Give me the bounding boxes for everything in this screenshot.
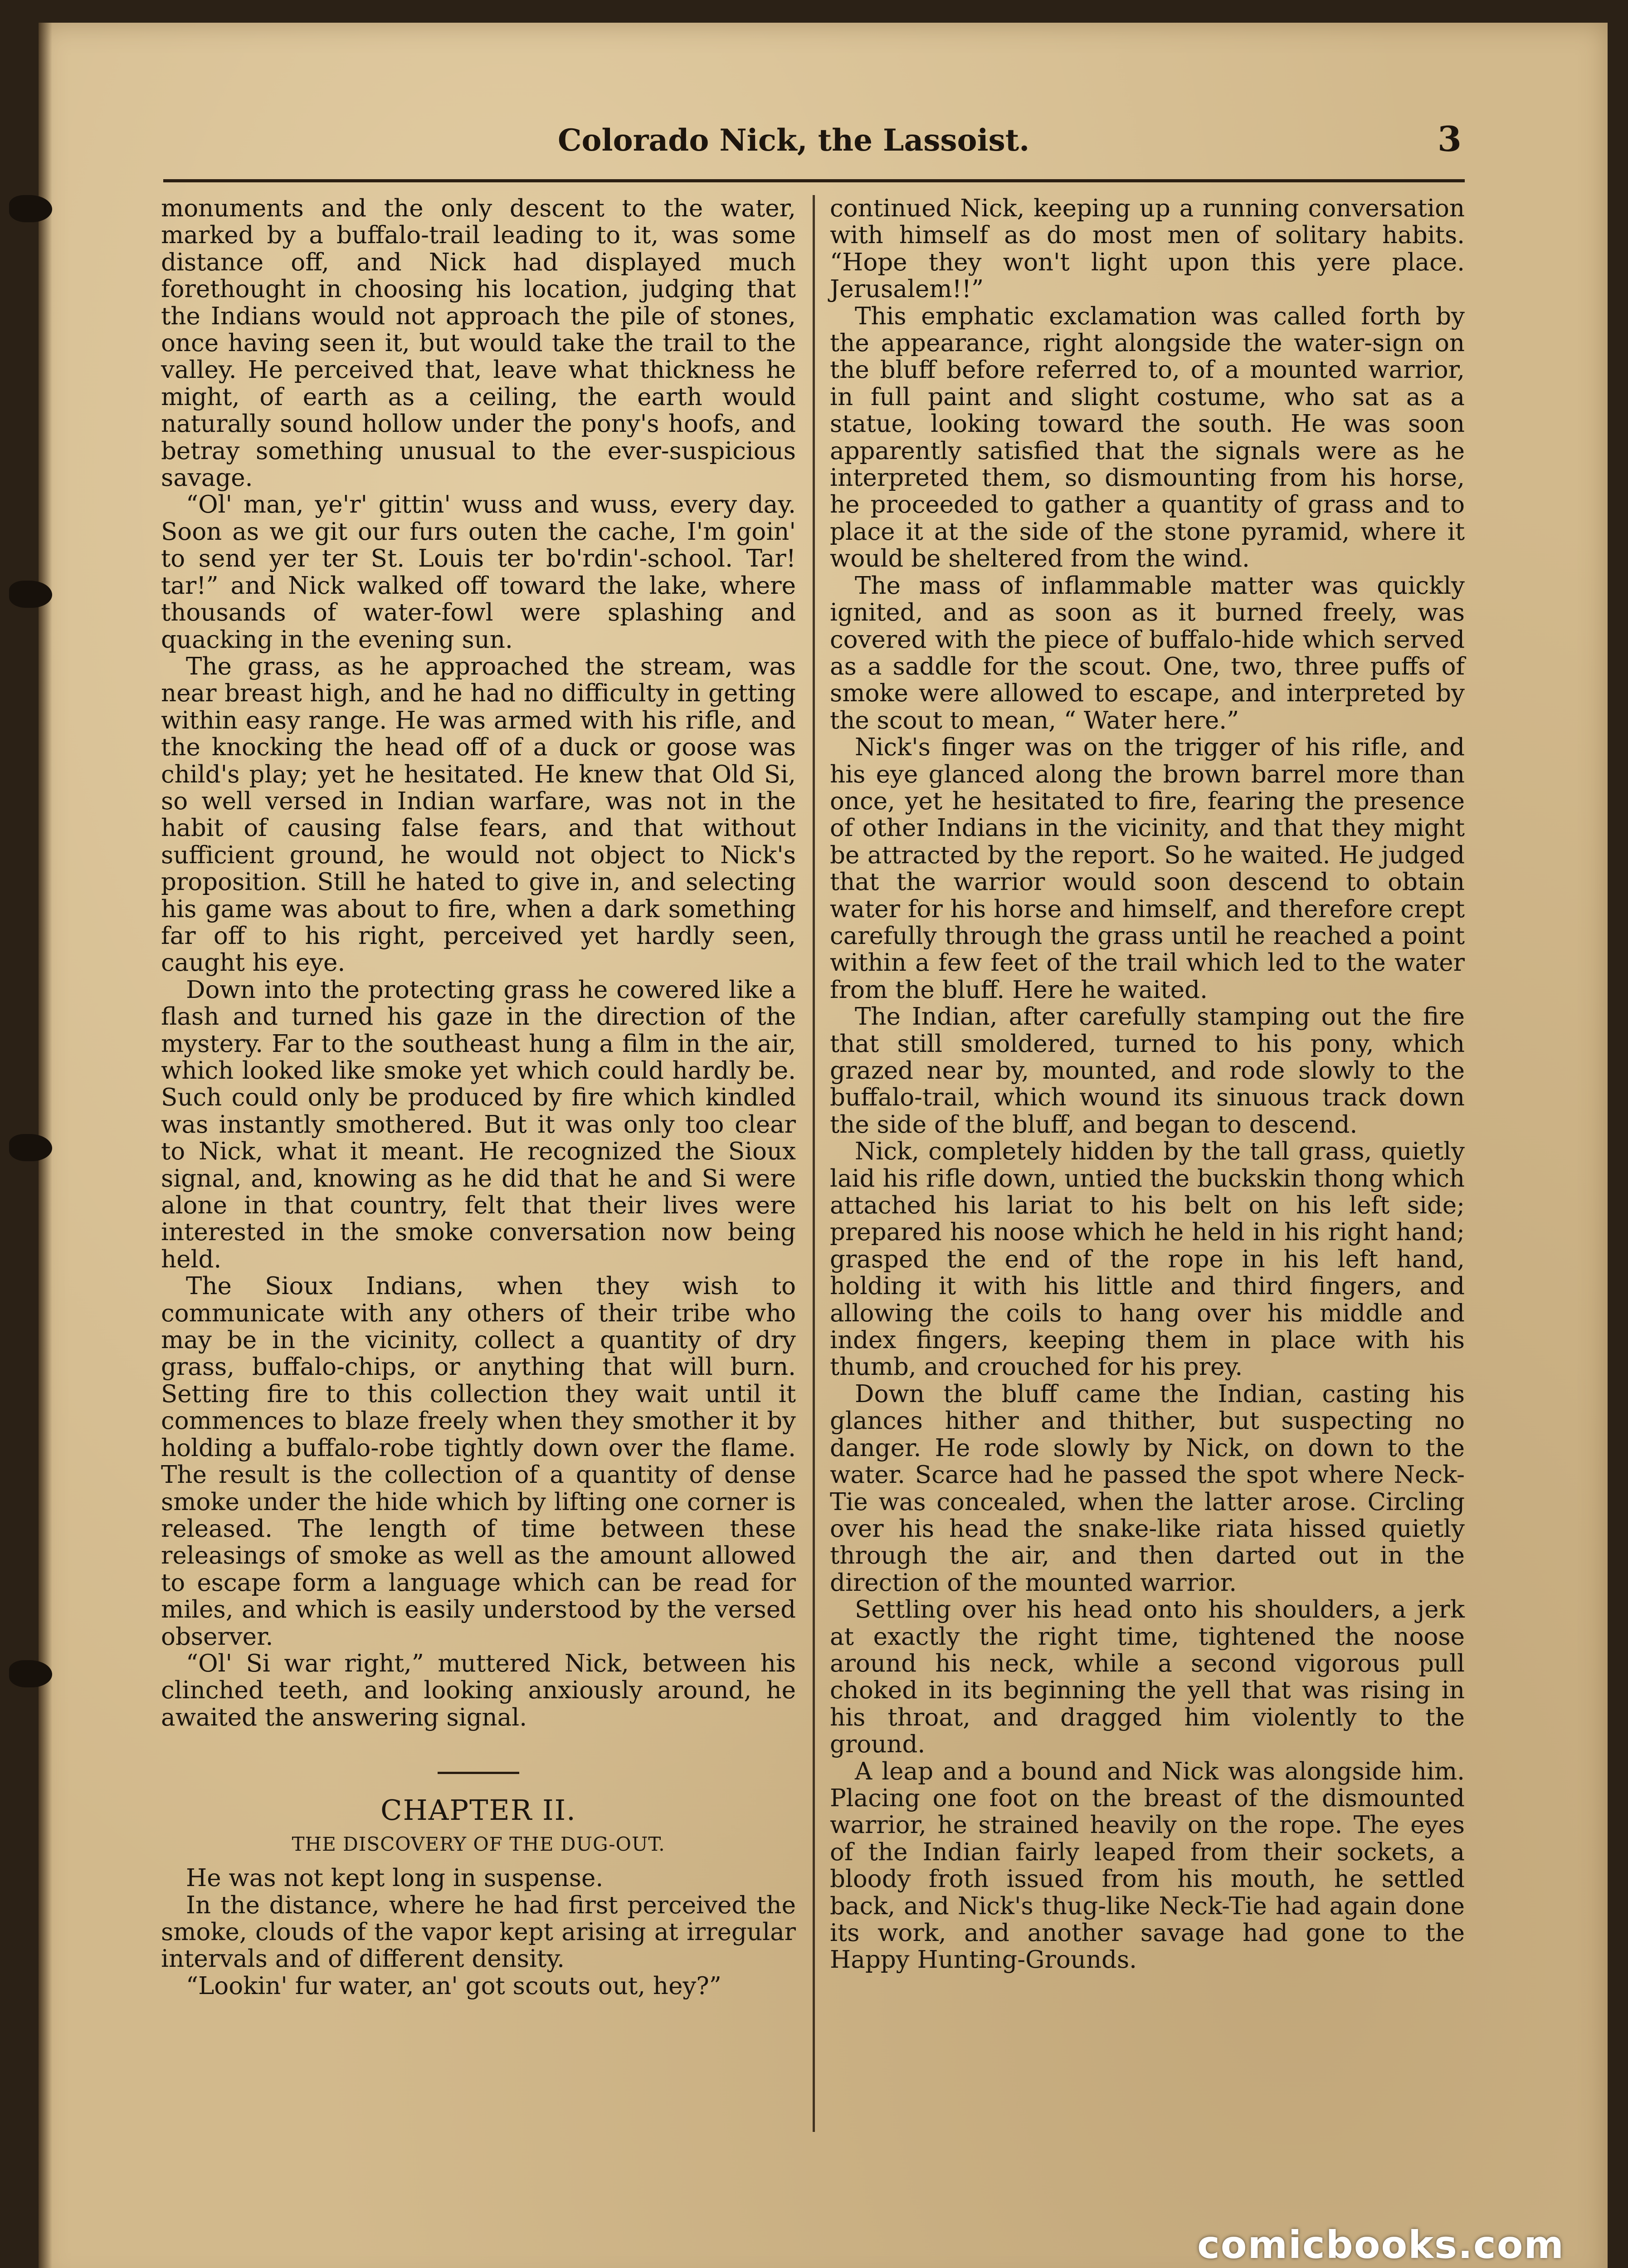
paragraph: A leap and a bound and Nick was alongside him. Placing one foot on the breast of the dismounted warrior, he strained heavily on the rope. The eyes of the Indian fairly leaped from their sockets, a bloody froth issued from his mouth, he settled back, and Nick's thug-like Neck-Tie had again done its work, and another savage had gone to the Happy Hunting-Grounds. — [830, 1757, 1465, 1974]
paragraph: Down the bluff came the Indian, casting his glances hither and thither, but suspecting no danger. He rode slowly by Nick, on down to the water. Scarce had he passed the spot where Neck-Tie was concealed, when the latter arose. Circling over his head the snake-like riata hissed quietly through the air, and then darted out in the direction of the mounted warrior. — [830, 1380, 1465, 1597]
site-watermark: comicbooks.com — [1197, 2223, 1565, 2267]
stitch-hole — [9, 1134, 52, 1161]
paragraph: He was not kept long in suspense. — [186, 1864, 604, 1892]
paragraph: Settling over his head onto his shoulders, a jerk at exactly the right time, tightened the noose around his neck, while a second vigorous pull choked in its beginning the yell that was rising in his throat, and dragged him violently to the ground. — [830, 1596, 1465, 1759]
stitch-hole — [9, 195, 52, 222]
paragraph: “Ol' Si war right,” muttered Nick, between his clinched teeth, and looking anxiously around, he awaited the answering signal. — [161, 1649, 796, 1731]
paragraph: The grass, as he approached the stream, was near breast high, and he had no difficulty in getting within easy range. He was armed with his rifle, and the knocking the head off of a duck or goose was child's play; yet he hesitated. He knew that Old Si, so well versed in Indian warfare, was not in the habit of causing false fears, and that without sufficient ground, he would not object to Nick's proposition. Still he hated to give in, and selecting his game was about to fire, when a dark something far off to his right, perceived yet hardly seen, caught his eye. — [161, 652, 796, 977]
paragraph: This emphatic exclamation was called forth by the appearance, right alongside the water-sign on the bluff before referred to, of a mounted warrior, in full paint and slight costume, who sat as a statue, looking toward the south. He was soon apparently satisfied that the signals were as he interpreted them, so dismounting from his horse, he proceeded to gather a quantity of grass and to place it at the side of the stone pyramid, where it would be sheltered from the wind. — [830, 302, 1465, 573]
page-number: 3 — [1438, 119, 1462, 159]
paragraph: Down into the protecting grass he cowered like a flash and turned his gaze in the direction of the mystery. Far to the southeast hung a film in the air, which looked like smoke yet which could hardly be. Such could only be produced by fire which kindled was instantly smothered. But it was only too clear to Nick, what it meant. He recognized the Sioux signal, and, knowing as he did that he and Si were alone in that country, felt that their lives were interested in the smoke conversation now being held. — [161, 976, 796, 1273]
stitch-hole — [9, 581, 52, 608]
paragraph: monuments and the only descent to the water, marked by a buffalo-trail leading to it, was some distance off, and Nick had displayed much forethought in choosing his location, judging that the Indians would not approach the pile of stones, once having seen it, but would take the trail to the valley. He perceived that, leave what thickness he might, of earth as a ceiling, the earth would naturally sound hollow under the pony's hoofs, and betray something unusual to the ever-suspicious savage. — [161, 195, 796, 492]
paragraph: The mass of inflammable matter was quickly ignited, and as soon as it burned freely, was covered with the piece of buffalo-hide which served as a saddle for the scout. One, two, three puffs of smoke were allowed to escape, and interpreted by the scout to mean, “ Water here.” — [830, 572, 1465, 734]
chapter-rule — [438, 1772, 519, 1774]
paragraph: “Ol' man, ye'r' gittin' wuss and wuss, every day. Soon as we git our furs outen the cache, I'm goin' to send yer ter St. Louis ter bo'rdin'-school. Tar! tar!” and Nick walked off toward the lake, where thousands of water-fowl were splashing and quacking in the evening sun. — [161, 491, 796, 654]
paragraph: The Indian, after carefully stamping out the fire that still smoldered, turned to his pony, which grazed near by, mounted, and rode slowly to the buffalo-trail, which wound its sinuous track down the side of the bluff, and began to descend. — [830, 1003, 1465, 1139]
paragraph: In the distance, where he had first perceived the smoke, clouds of the vapor kept arising at irregular intervals and of different density. — [161, 1891, 796, 1973]
paragraph: “Lookin' fur water, an' got scouts out, hey?” — [186, 1972, 721, 2000]
paragraph: The Sioux Indians, when they wish to communicate with any others of their tribe who may be in the vicinity, collect a quantity of dry grass, buffalo-chips, or anything that will burn. Setting fire to this collection they wait until it commences to blaze freely when they smother it by holding a buffalo-robe tightly down over the flame. The result is the collection of a quantity of dense smoke under the hide which by lifting one corner is released. The length of time between these releasings of smoke as well as the amount allowed to escape form a language which can be read for miles, and which is easily understood by the versed observer. — [161, 1272, 796, 1651]
running-title: Colorado Nick, the Lassoist. — [558, 122, 1030, 158]
paragraph: Nick's finger was on the trigger of his rifle, and his eye glanced along the brown barrel more than once, yet he hesitated to fire, fearing the presence of other Indians in the vicinity, and that they might be attracted by the report. So he waited. He judged that the warrior would soon descend to obtain water for his horse and himself, and therefore crept carefully through the grass until he reached a point within a few feet of the trail which led to the water from the bluff. Here he waited. — [830, 733, 1465, 1004]
chapter-subheading: THE DISCOVERY OF THE DUG-OUT. — [292, 1833, 665, 1856]
column-divider — [813, 195, 815, 2132]
paragraph: Nick, completely hidden by the tall grass, quietly laid his rifle down, untied the buckskin thong which attached his lariat to his belt on his left side; prepared his noose which he held in his right hand; grasped the end of the rope in his left hand, holding it with his little and third fingers, and allowing the coils to hang over his middle and index fingers, keeping them in place with his thumb, and crouched for his prey. — [830, 1138, 1465, 1381]
stitch-hole — [9, 1660, 52, 1687]
right-column — [830, 195, 1465, 1974]
paragraph: continued Nick, keeping up a running conversation with himself as do most men of solitary habits. “Hope they won't light upon this yere place. Jerusalem!!” — [830, 195, 1465, 303]
header-rule — [163, 179, 1465, 182]
left-column — [161, 195, 796, 1999]
chapter-heading: CHAPTER II. — [380, 1794, 576, 1827]
